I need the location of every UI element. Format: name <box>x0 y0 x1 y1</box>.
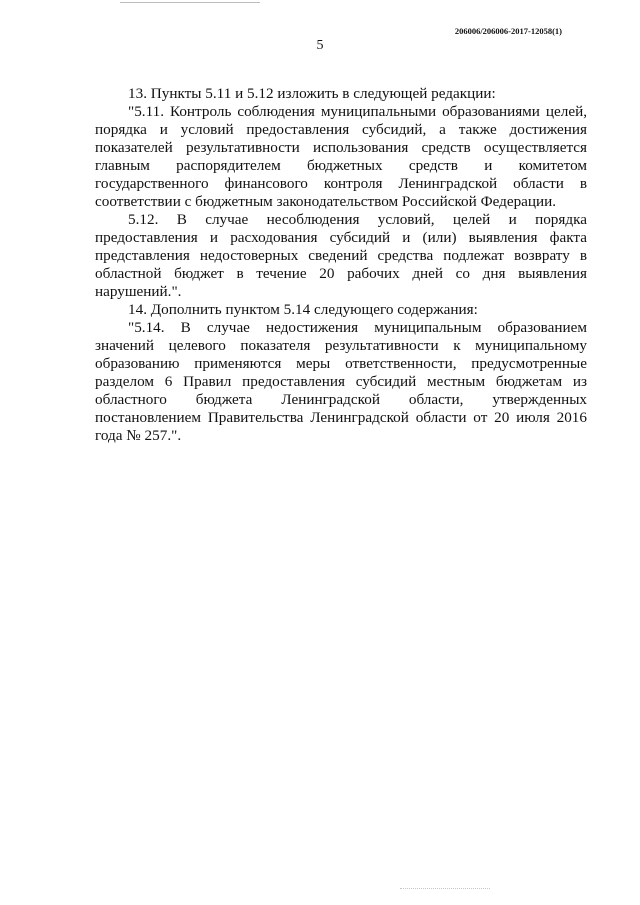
paragraph-clause-5-14: "5.14. В случае недостижения муниципальным образованием значений целевого показателя результативности к муниципальному образованию применяются меры ответственности, предусмотренные разделом 6 Правил предоставления субсидий местным бюджетам из областного бюджета Ленинградской области, утвержденных постановлением Правительства Ленинградской области от 20 июля 2016 года № 257.". <box>95 319 587 444</box>
document-body <box>95 85 587 445</box>
document-id: 206006/206006-2017-12058(1) <box>454 26 562 36</box>
page-number: 5 <box>316 38 324 53</box>
paragraph-item-13: 13. Пункты 5.11 и 5.12 изложить в следующей редакции: <box>128 85 496 102</box>
scan-bottom-dots <box>400 888 490 890</box>
paragraph-clause-5-11: "5.11. Контроль соблюдения муниципальными образованиями целей, порядка и условий предоставления субсидий, а также достижения показателей результативности использования средств осуществляется главным распорядителем бюджетных средств и комитетом государственного финансового контроля Ленинградской области в соответствии с бюджетным законодательством Российской Федерации. <box>95 103 587 210</box>
paragraph-item-14: 14. Дополнить пунктом 5.14 следующего содержания: <box>128 301 478 318</box>
scan-top-rule <box>120 2 260 3</box>
paragraph-clause-5-12: 5.12. В случае несоблюдения условий, целей и порядка предоставления и расходования субсидий и (или) выявления факта представления недостоверных сведений средства подлежат возврату в областной бюджет в течение 20 рабочих дней со дня выявления нарушений.". <box>95 211 587 300</box>
